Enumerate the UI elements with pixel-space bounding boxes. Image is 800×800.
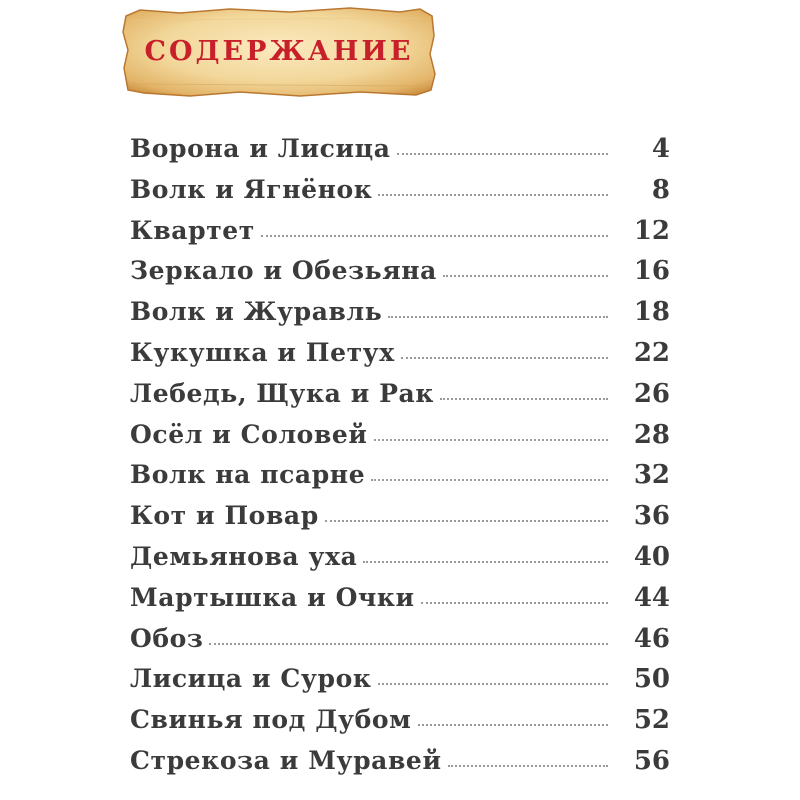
table-of-contents <box>130 134 670 787</box>
dot-leader <box>261 235 608 237</box>
toc-entry-title: Квартет <box>130 215 255 245</box>
toc-entry-page-number: 40 <box>633 541 670 572</box>
toc-entry <box>130 175 670 216</box>
toc-entry-title: Свинья под Дубом <box>130 705 412 735</box>
dot-leader <box>371 479 608 481</box>
dot-leader <box>388 316 608 318</box>
dot-leader <box>363 561 608 563</box>
toc-entry-title: Кукушка и Петух <box>130 337 395 367</box>
toc-entry-title: Зеркало и Обезьяна <box>130 256 437 286</box>
dot-leader <box>397 153 609 155</box>
toc-entry <box>130 297 670 338</box>
dot-leader <box>443 275 608 277</box>
toc-entry-page-number: 26 <box>633 378 670 409</box>
toc-entry-title: Кот и Повар <box>130 501 319 531</box>
page-title: СОДЕРЖАНИЕ <box>144 36 414 67</box>
dot-leader <box>421 602 608 604</box>
toc-entry-page-number: 44 <box>633 582 670 613</box>
toc-entry <box>130 583 670 624</box>
toc-entry <box>130 460 670 501</box>
toc-entry-title: Волк на псарне <box>130 460 366 490</box>
dot-leader <box>448 765 608 767</box>
toc-entry-title: Демьянова уха <box>130 541 358 571</box>
dot-leader <box>378 683 608 685</box>
toc-entry <box>130 501 670 542</box>
dot-leader <box>374 439 608 441</box>
toc-entry-title: Стрекоза и Муравей <box>130 745 442 775</box>
toc-entry-title: Лебедь, Щука и Рак <box>130 378 435 408</box>
toc-entry-page-number: 32 <box>633 460 670 491</box>
toc-entry-page-number: 22 <box>633 337 670 368</box>
toc-entry-page-number: 4 <box>651 134 670 164</box>
toc-entry <box>130 379 670 420</box>
toc-entry-title: Лисица и Сурок <box>130 664 372 694</box>
toc-entry <box>130 216 670 257</box>
toc-entry-title: Мартышка и Очки <box>130 582 415 612</box>
toc-entry <box>130 664 670 705</box>
toc-entry <box>130 256 670 297</box>
toc-entry <box>130 746 670 787</box>
toc-entry-page-number: 18 <box>633 297 670 328</box>
toc-entry-page-number: 8 <box>651 174 670 205</box>
toc-entry <box>130 624 670 665</box>
dot-leader <box>401 357 608 359</box>
toc-entry <box>130 420 670 461</box>
toc-entry-page-number: 46 <box>633 623 670 654</box>
toc-entry <box>130 134 670 175</box>
toc-entry-page-number: 36 <box>633 501 670 532</box>
toc-entry-title: Ворона и Лисица <box>130 134 391 163</box>
toc-entry-page-number: 16 <box>633 256 670 287</box>
dot-leader <box>209 643 608 645</box>
title-banner <box>120 6 438 98</box>
toc-entry <box>130 338 670 379</box>
toc-entry-page-number: 56 <box>633 745 670 776</box>
toc-entry-page-number: 28 <box>633 419 670 450</box>
toc-entry-page-number: 52 <box>633 705 670 736</box>
toc-entry-page-number: 12 <box>633 215 670 246</box>
dot-leader <box>378 194 608 196</box>
toc-entry-page-number: 50 <box>633 664 670 695</box>
dot-leader <box>440 398 608 400</box>
toc-entry-title: Волк и Ягнёнок <box>130 174 373 204</box>
toc-entry <box>130 705 670 746</box>
toc-entry-title: Осёл и Соловей <box>130 419 368 449</box>
toc-entry-title: Обоз <box>130 623 204 653</box>
toc-entry-title: Волк и Журавль <box>130 297 383 327</box>
toc-entry <box>130 542 670 583</box>
dot-leader <box>418 724 609 726</box>
dot-leader <box>325 520 608 522</box>
